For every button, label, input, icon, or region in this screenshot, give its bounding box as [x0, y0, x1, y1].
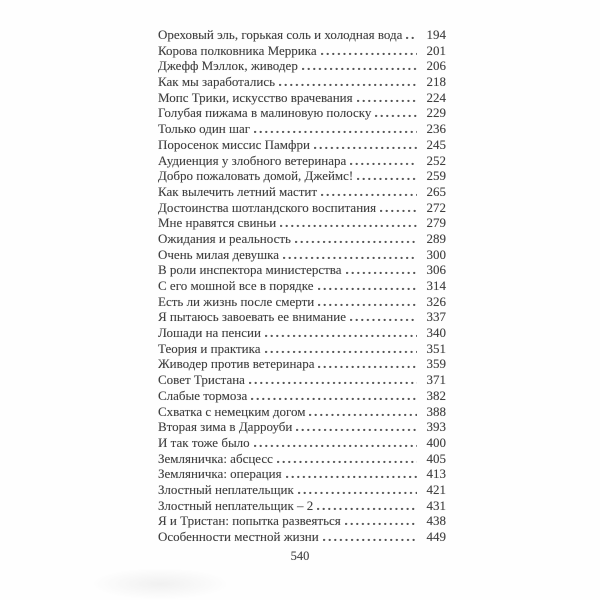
toc-entry-page-number: 449 [426, 529, 446, 544]
toc-row [158, 309, 446, 325]
toc-entry-page-number: 272 [426, 199, 446, 215]
toc-entry-page-number: 337 [426, 309, 446, 325]
toc-entry-page-number: 431 [426, 497, 446, 513]
dot-leader [251, 396, 417, 400]
dot-leader [357, 176, 417, 180]
toc-entry-page-number: 351 [426, 340, 446, 356]
toc-entry-page-number: 371 [426, 372, 446, 388]
dot-leader [317, 506, 417, 510]
toc-row [158, 184, 446, 200]
toc-row [158, 404, 446, 420]
toc-entry-title: Теория и практика [158, 340, 261, 356]
dot-leader [406, 35, 417, 39]
toc-row [158, 294, 446, 310]
table-of-contents [158, 27, 446, 545]
toc-row [158, 419, 446, 435]
toc-entry-title: Вторая зима в Дарроуби [158, 419, 293, 435]
toc-row [158, 90, 446, 106]
toc-entry-title: Корова полковника Меррика [158, 42, 317, 58]
toc-entry-title: Как вылечить летний мастит [158, 183, 318, 199]
toc-entry-page-number: 382 [426, 387, 446, 403]
dot-leader [298, 490, 417, 494]
toc-entry-title: Поросенок миссис Памфри [158, 136, 310, 152]
toc-entry-page-number: 259 [426, 168, 446, 184]
toc-entry-title: С его мошной все в порядке [158, 278, 314, 293]
toc-entry-page-number: 388 [426, 403, 446, 419]
toc-entry-title: В роли инспектора министерства [158, 262, 342, 278]
dot-leader [249, 380, 417, 384]
toc-entry-title: Только один шаг [158, 121, 251, 137]
dot-leader [318, 286, 417, 290]
dot-leader [314, 145, 417, 149]
dot-leader [323, 537, 417, 541]
toc-entry-page-number: 326 [426, 293, 446, 309]
toc-row [158, 27, 446, 43]
dot-leader [318, 364, 417, 368]
toc-entry-page-number: 300 [426, 246, 446, 262]
toc-row [158, 435, 446, 451]
toc-entry-page-number: 340 [426, 325, 446, 341]
toc-row [158, 153, 446, 169]
toc-row [158, 200, 446, 216]
toc-entry-page-number: 218 [426, 74, 446, 90]
toc-entry-page-number: 359 [426, 356, 446, 372]
toc-entry-title: Как мы заработались [158, 74, 276, 90]
dot-leader [309, 412, 417, 416]
toc-row [158, 74, 446, 90]
toc-entry-title: Слабые тормоза [158, 387, 248, 403]
toc-entry-page-number: 393 [426, 419, 446, 435]
toc-row [158, 121, 446, 137]
toc-entry-title: Голубая пижама в малиновую полоску [158, 105, 372, 121]
toc-entry-title: Живодер против ветеринара [158, 356, 315, 372]
toc-row [158, 529, 446, 545]
toc-entry-page-number: 405 [426, 450, 446, 466]
toc-row [158, 58, 446, 74]
scan-artifact [90, 568, 230, 600]
toc-row [158, 215, 446, 231]
toc-entry-page-number: 252 [426, 152, 446, 168]
folio-page-number: 540 [290, 549, 310, 563]
dot-leader [283, 255, 417, 259]
dot-leader [296, 427, 417, 431]
toc-row [158, 341, 446, 357]
toc-entry-page-number: 289 [426, 230, 446, 246]
dot-leader [345, 521, 417, 525]
toc-entry-title: Ореховый эль, горькая соль и холодная вода [158, 27, 403, 42]
dot-leader [295, 239, 417, 243]
toc-entry-page-number: 421 [426, 481, 446, 497]
dot-leader [286, 474, 417, 478]
toc-row [158, 43, 446, 59]
toc-entry-title: Лошади на пенсии [158, 325, 261, 341]
toc-entry-title: Достоинства шотландского воспитания [158, 199, 377, 215]
dot-leader [265, 349, 417, 353]
toc-row [158, 451, 446, 467]
toc-entry-page-number: 245 [426, 136, 446, 152]
toc-row [158, 278, 446, 294]
dot-leader [357, 98, 417, 102]
toc-entry-title: Я пытаюсь завоевать ее внимание [158, 309, 346, 325]
toc-entry-title: И так тоже было [158, 434, 250, 450]
toc-entry-title: Совет Тристана [158, 372, 245, 388]
dot-leader [350, 161, 417, 165]
toc-row [158, 356, 446, 372]
toc-row [158, 325, 446, 341]
toc-entry-page-number: 413 [426, 466, 446, 482]
toc-row [158, 168, 446, 184]
toc-entry-title: Добро пожаловать домой, Джеймс! [158, 168, 354, 184]
toc-entry-page-number: 306 [426, 262, 446, 278]
toc-entry-title: Аудиенция у злобного ветеринара [158, 152, 347, 168]
dot-leader [380, 208, 417, 212]
toc-row [158, 498, 446, 514]
toc-entry-title: Есть ли жизнь после смерти [158, 293, 315, 309]
dot-leader [280, 223, 417, 227]
dot-leader [265, 333, 417, 337]
toc-entry-title: Земляничка: абсцесс [158, 450, 273, 466]
toc-entry-title: Я и Тристан: попытка развеяться [158, 513, 341, 529]
toc-entry-page-number: 224 [426, 89, 446, 105]
toc-row [158, 231, 446, 247]
dot-leader [279, 82, 417, 86]
toc-entry-title: Ожидания и реальность [158, 230, 291, 246]
toc-entry-page-number: 400 [426, 434, 446, 450]
toc-entry-title: Мне нравятся свиньи [158, 215, 277, 231]
toc-entry-page-number: 438 [426, 513, 446, 529]
dot-leader [302, 66, 417, 70]
toc-row [158, 388, 446, 404]
toc-entry-page-number: 201 [426, 42, 446, 58]
toc-entry-title: Земляничка: операция [158, 466, 282, 482]
dot-leader [254, 443, 417, 447]
toc-entry-page-number: 279 [426, 215, 446, 231]
dot-leader [254, 129, 417, 133]
toc-row [158, 482, 446, 498]
dot-leader [318, 302, 417, 306]
toc-row [158, 262, 446, 278]
toc-entry-title: Злостный неплательщик [158, 481, 294, 497]
dot-leader [346, 270, 417, 274]
toc-entry-title: Схватка с немецким догом [158, 403, 306, 419]
toc-row [158, 247, 446, 263]
toc-entry-page-number: 206 [426, 58, 446, 74]
dot-leader [375, 113, 417, 117]
toc-entry-title: Мопс Трики, искусство врачевания [158, 89, 353, 105]
dot-leader [321, 51, 417, 55]
toc-entry-page-number: 236 [426, 121, 446, 137]
dot-leader [321, 192, 417, 196]
toc-row [158, 372, 446, 388]
toc-entry-page-number: 229 [426, 105, 446, 121]
page-number-footer [0, 549, 600, 564]
toc-row [158, 105, 446, 121]
toc-entry-title: Злостный неплательщик – 2 [158, 497, 314, 513]
toc-row [158, 466, 446, 482]
toc-entry-title: Особенности местной жизни [158, 529, 319, 544]
toc-row [158, 137, 446, 153]
toc-entry-page-number: 194 [426, 27, 446, 42]
toc-row [158, 513, 446, 529]
dot-leader [350, 317, 417, 321]
toc-entry-page-number: 314 [426, 278, 446, 293]
toc-entry-page-number: 265 [426, 183, 446, 199]
toc-entry-title: Джефф Мэллок, живодер [158, 58, 298, 74]
dot-leader [277, 459, 417, 463]
toc-entry-title: Очень милая девушка [158, 246, 279, 262]
